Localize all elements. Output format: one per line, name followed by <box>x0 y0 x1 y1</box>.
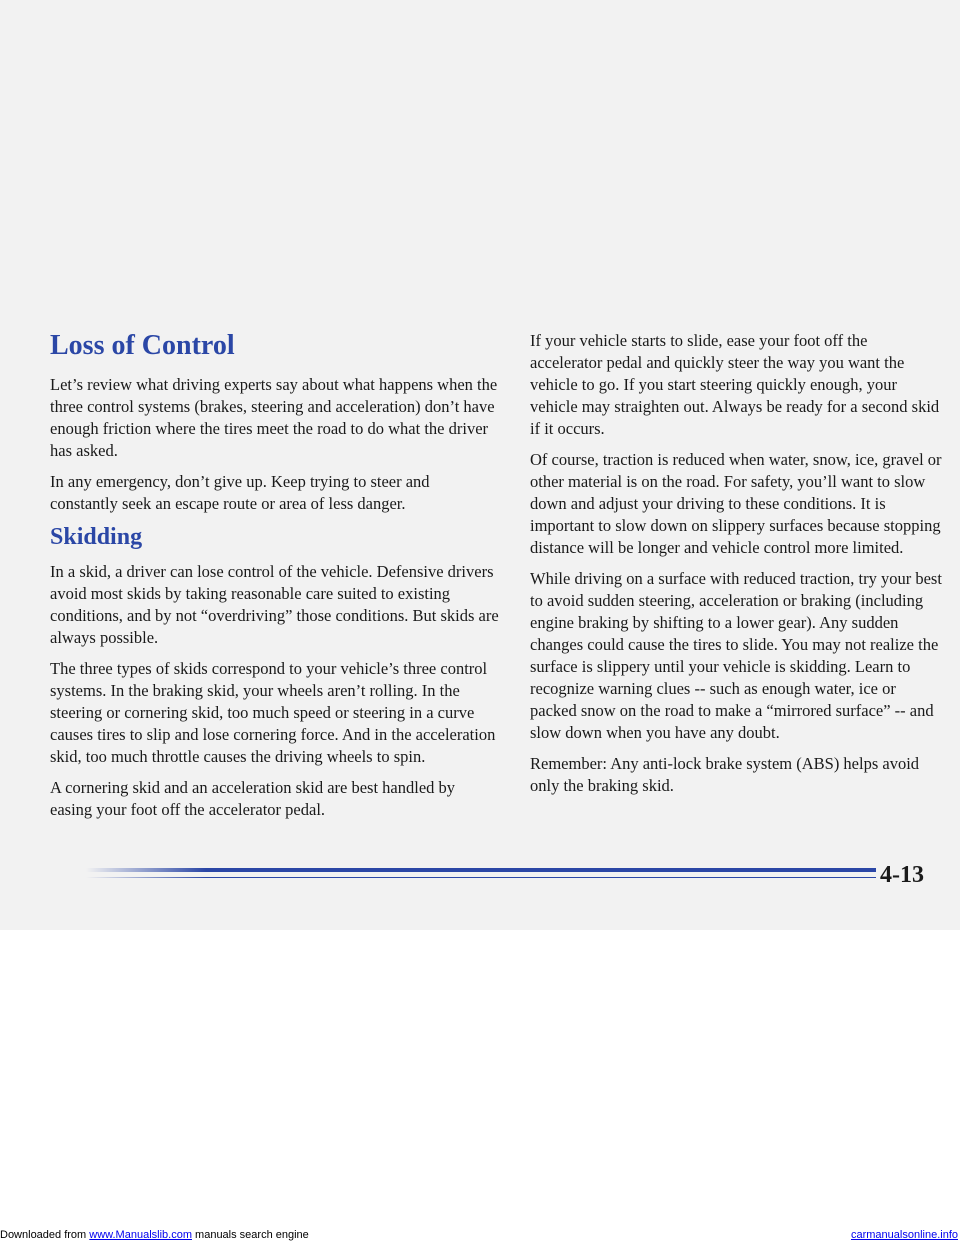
download-banner-bottom <box>0 1228 960 1242</box>
left-column <box>50 330 500 830</box>
paragraph: Remember: Any anti-lock brake system (ABS) helps avoid only the braking skid. <box>530 754 920 795</box>
paragraph: A cornering skid and an acceleration skid are best handled by easing your foot off the accelerator pedal. <box>50 778 456 819</box>
carmanualsonline-link[interactable]: carmanualsonline.info <box>850 1229 958 1241</box>
footer-rule <box>86 868 876 882</box>
paragraph: In any emergency, don’t give up. Keep trying to steer and constantly seek an escape route or area of less danger. <box>50 472 430 513</box>
section-title: Loss of Control <box>50 330 235 361</box>
banner-suffix: manuals search engine <box>191 1229 309 1241</box>
paragraph: Of course, traction is reduced when water, snow, ice, gravel or other material is on the road. For safety, you’ll want to slow down and adjust your driving to these conditions. It is important to slow down on slippery surfaces because stopping distance will be longer and vehicle control more limited. <box>530 450 942 557</box>
paragraph: In a skid, a driver can lose control of the vehicle. Defensive drivers avoid most skids by taking reasonable care suited to existing conditions, and by not “overdriving” those conditions. But skids are always possible. <box>50 562 499 647</box>
paragraph: Let’s review what driving experts say about what happens when the three control systems (brakes, steering and acceleration) don’t have enough friction where the tires meet the road to do what the driver has asked. <box>50 375 498 460</box>
paragraph: While driving on a surface with reduced traction, try your best to avoid sudden steering, acceleration or braking (including engine braking by shifting to a lower gear). Any sudden changes could cause the tires to slide. You may not realize the surface is slippery until your vehicle is skidding. Learn to recognize warning clues -- such as enough water, ice or packed snow on the road to make a “mirrored surface” -- and slow down when you have any doubt. <box>530 569 942 742</box>
banner-prefix: Downloaded from <box>0 1229 90 1241</box>
paragraph: If your vehicle starts to slide, ease your foot off the accelerator pedal and quickly steer the way you want the vehicle to go. If you start steering quickly enough, your vehicle may straighten out. Always be ready for a second skid if it occurs. <box>530 331 940 438</box>
paragraph: The three types of skids correspond to your vehicle’s three control systems. In the braking skid, your wheels aren’t rolling. In the steering or cornering skid, too much speed or steering in a curve causes tires to slip and lose cornering force. And in the acceleration skid, too much throttle causes the driving wheels to spin. <box>50 659 496 766</box>
right-column <box>530 330 942 806</box>
manualslib-link[interactable]: www.Manualslib.com <box>89 1229 192 1241</box>
subsection-title: Skidding <box>50 524 143 550</box>
page-number: 4-13 <box>880 862 924 888</box>
footer-rule-fade <box>86 868 206 882</box>
